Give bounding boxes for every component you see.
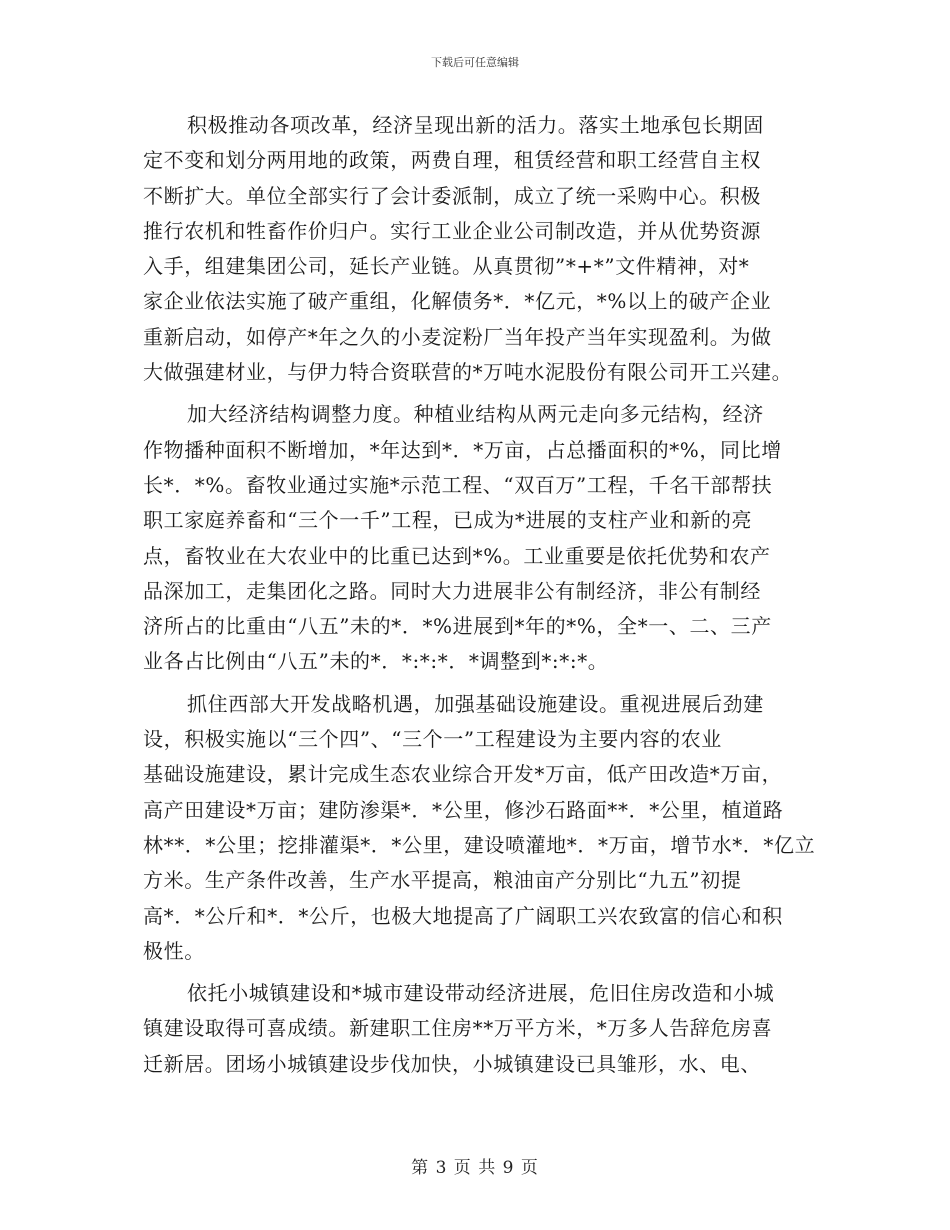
text-line: 高产田建设*万亩；建防渗渠*．*公里，修沙石路面**．*公里，植道路 — [143, 797, 784, 822]
text-line: 林**．*公里；挖排灌渠*．*公里，建设喷灌地*．*万亩，增节水*．*亿立 — [143, 832, 816, 857]
paragraph-urban — [143, 976, 823, 1082]
text-line: 业各占比例由“八五”未的*．*:*:*．*调整到*:*:*。 — [143, 649, 609, 674]
text-line: 家企业依法实施了破产重组，化解债务*．*亿元，*%以上的破产企业 — [143, 289, 772, 314]
text-line: 镇建设取得可喜成绩。新建职工住房**万平方米，*万多人告辞危房喜 — [143, 1016, 773, 1041]
text-line: 济所占的比重由“八五”未的*．*%进展到*年的*%，全*一、二、三产 — [143, 614, 772, 639]
paragraph-gap — [143, 390, 823, 397]
text-line: 重新启动，如停产*年之久的小麦淀粉厂当年投产当年实现盈利。为做 — [143, 324, 772, 349]
paragraph-infrastructure — [143, 687, 823, 969]
paragraph-gap — [143, 680, 823, 687]
text-line: 基础设施建设，累计完成生态农业综合开发*万亩，低产田改造*万亩， — [143, 762, 783, 787]
page-number: 第 3 页 共 9 页 — [411, 1158, 539, 1178]
text-line: 迁新居。团场小城镇建设步伐加快，小城镇建设已具雏形，水、电、 — [143, 1051, 761, 1076]
page-header-note: 下载后可任意编辑 — [431, 56, 519, 69]
paragraph-gap — [143, 969, 823, 976]
text-line: 高*．*公斤和*．*公斤，也极大地提高了广阔职工兴农致富的信心和积 — [143, 903, 783, 928]
text-line: 加大经济结构调整力度。种植业结构从两元走向多元结构，经济 — [187, 402, 764, 427]
text-line: 点，畜牧业在大农业中的比重已达到*%。工业重要是依托优势和农产 — [143, 543, 771, 568]
text-line: 长*．*%。畜牧业通过实施*示范工程、“双百万”工程，千名干部帮扶 — [143, 472, 773, 497]
text-line: 大做强建材业，与伊力特合资联营的*万吨水泥股份有限公司开工兴建。 — [143, 360, 793, 385]
text-line: 定不变和划分两用地的政策，两费自理，租赁经营和职工经营自主权 — [143, 148, 761, 173]
text-line: 不断扩大。单位全部实行了会计委派制，成立了统一采购中心。积极 — [143, 183, 761, 208]
text-line: 抓住西部大开发战略机遇，加强基础设施建设。重视进展后劲建 — [187, 691, 764, 716]
text-line: 设，积极实施以“三个四”、“三个一”工程建设为主要内容的农业 — [143, 727, 722, 752]
paragraph-structure — [143, 397, 823, 679]
text-line: 极性。 — [143, 938, 205, 963]
paragraph-reform — [143, 108, 823, 390]
text-line: 依托小城镇建设和*城市建设带动经济进展，危旧住房改造和小城 — [187, 981, 775, 1006]
text-line: 积极推动各项改革，经济呈现出新的活力。落实土地承包长期固 — [187, 113, 764, 137]
text-line: 作物播种面积不断增加，*年达到*．*万亩，占总播面积的*%，同比增 — [143, 437, 782, 462]
text-line: 职工家庭养畜和“三个一千”工程，已成为*进展的支柱产业和新的亮 — [143, 508, 753, 533]
text-line: 推行农机和牲畜作价归户。实行工业企业公司制改造，并从优势资源 — [143, 218, 761, 243]
text-line: 入手，组建集团公司，延长产业链。从真贯彻”*+*”文件精神，对* — [143, 254, 750, 279]
document-body — [143, 108, 823, 1082]
text-line: 品深加工，走集团化之路。同时大力进展非公有制经济，非公有制经 — [143, 578, 761, 603]
text-line: 方米。生产条件改善，生产水平提高，粮油亩产分别比“九五”初提 — [143, 868, 742, 893]
